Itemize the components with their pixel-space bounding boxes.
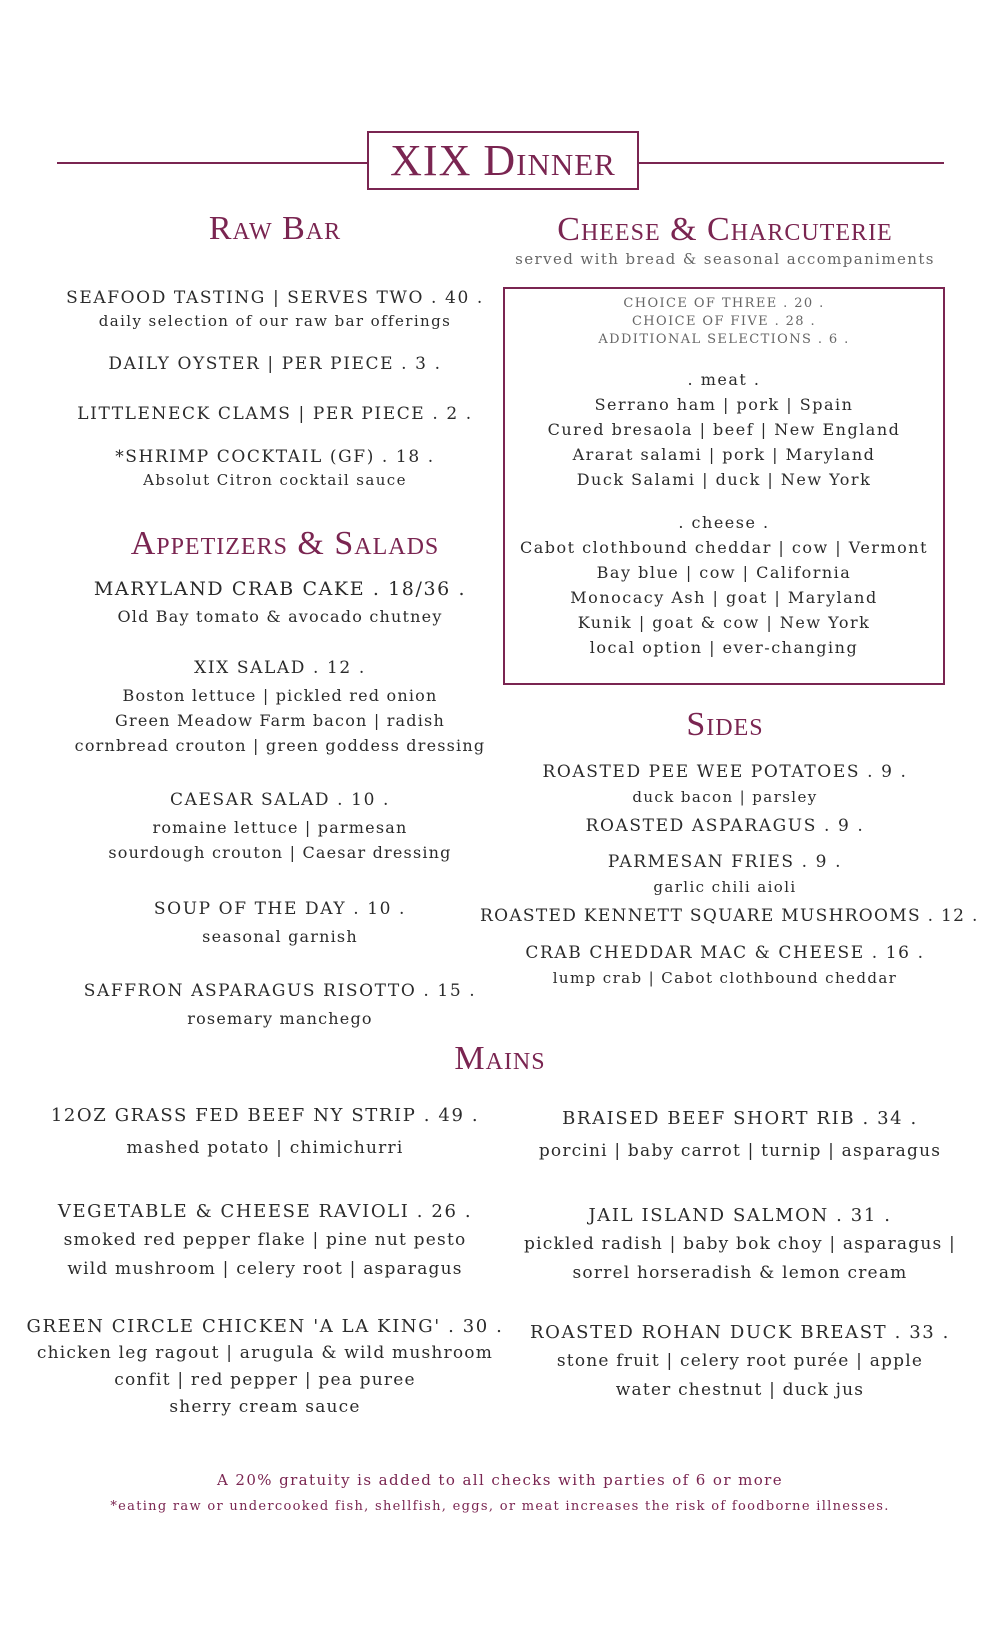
appetizer-item <box>60 576 500 630</box>
meat-item: Ararat salami | pork | Maryland <box>572 445 876 464</box>
raw-food-warning: *eating raw or undercooked fish, shellfish, eggs, or meat increases the risk of foodborne illnesses. <box>110 1499 890 1514</box>
item-desc: daily selection of our raw bar offerings <box>98 312 452 330</box>
item-desc: confit | red pepper | pea puree <box>114 1370 416 1390</box>
meat-item: Cured bresaola | beef | New England <box>547 420 901 439</box>
appetizer-item <box>60 978 500 1032</box>
item-desc: chicken leg ragout | arugula & wild mushroom <box>36 1343 494 1363</box>
raw-bar-heading: Raw Bar <box>208 210 342 247</box>
choice-list <box>505 295 943 349</box>
item-name: ROASTED KENNETT SQUARE MUSHROOMS . 12 . <box>480 906 979 926</box>
item-desc: sourdough crouton | Caesar dressing <box>108 843 452 862</box>
item-desc: pickled radish | baby bok choy | asparagus | <box>524 1234 956 1254</box>
cheese-heading: Cheese & Charcuterie <box>557 211 893 248</box>
main-item <box>30 1197 500 1284</box>
item-desc: cornbread crouton | green goddess dressing <box>74 736 486 755</box>
choice-item: ADDITIONAL SELECTIONS . 6 . <box>598 332 850 347</box>
meat-item: Duck Salami | duck | New York <box>576 470 872 489</box>
title-rule-right <box>639 162 944 164</box>
choice-item: CHOICE OF THREE . 20 . <box>623 296 825 311</box>
item-desc: porcini | baby carrot | turnip | asparagus <box>538 1141 942 1161</box>
title-box <box>367 131 639 190</box>
item-name: GREEN CIRCLE CHICKEN 'A LA KING' . 30 . <box>26 1316 504 1337</box>
item-name: ROASTED ASPARAGUS . 9 . <box>585 816 865 836</box>
cheese-item: Bay blue | cow | California <box>596 563 852 582</box>
cheese-list <box>505 510 943 660</box>
item-desc: water chestnut | duck jus <box>615 1380 865 1400</box>
side-item <box>480 850 970 900</box>
item-desc: seasonal garnish <box>202 927 358 946</box>
appetizer-item <box>60 656 500 758</box>
item-desc: Green Meadow Farm bacon | radish <box>115 711 445 730</box>
mains-heading: Mains <box>454 1040 546 1077</box>
choice-item: CHOICE OF FIVE . 28 . <box>631 314 817 329</box>
item-desc: rosemary manchego <box>187 1009 373 1028</box>
item-name: SOUP OF THE DAY . 10 . <box>153 899 407 919</box>
main-item <box>505 1103 975 1167</box>
item-desc: Old Bay tomato & avocado chutney <box>117 607 443 626</box>
raw-bar-item <box>60 354 490 374</box>
main-item <box>505 1318 975 1405</box>
item-desc: Absolut Citron cocktail sauce <box>143 471 407 489</box>
item-name: CAESAR SALAD . 10 . <box>170 790 390 810</box>
cheese-item: local option | ever-changing <box>589 638 859 657</box>
item-name: ROASTED PEE WEE POTATOES . 9 . <box>542 762 908 782</box>
side-item <box>480 941 970 991</box>
item-name: VEGETABLE & CHEESE RAVIOLI . 26 . <box>57 1201 473 1222</box>
item-desc: sorrel horseradish & lemon cream <box>572 1263 908 1283</box>
item-desc: lump crab | Cabot clothbound cheddar <box>552 969 898 987</box>
item-name: BRAISED BEEF SHORT RIB . 34 . <box>562 1108 918 1129</box>
cheese-box <box>503 287 945 685</box>
cheese-item: Kunik | goat & cow | New York <box>577 613 871 632</box>
item-desc: romaine lettuce | parmesan <box>152 818 408 837</box>
raw-bar-item <box>60 447 490 489</box>
item-desc: stone fruit | celery root purée | apple <box>556 1351 924 1371</box>
item-name: LITTLENECK CLAMS | PER PIECE . 2 . <box>77 404 473 424</box>
item-name: CRAB CHEDDAR MAC & CHEESE . 16 . <box>525 943 925 963</box>
appetizer-item <box>60 788 500 865</box>
item-name: *SHRIMP COCKTAIL (GF) . 18 . <box>115 447 435 467</box>
side-item <box>480 816 970 836</box>
side-item <box>480 760 970 810</box>
main-item <box>505 1201 975 1288</box>
item-name: ROASTED ROHAN DUCK BREAST . 33 . <box>530 1322 950 1343</box>
item-name: PARMESAN FRIES . 9 . <box>607 852 843 872</box>
main-item <box>30 1100 500 1164</box>
item-name: SEAFOOD TASTING | SERVES TWO . 40 . <box>66 288 484 308</box>
raw-bar-item <box>60 288 490 330</box>
side-item <box>480 906 979 926</box>
item-desc: garlic chili aioli <box>653 878 797 896</box>
item-desc: wild mushroom | celery root | asparagus <box>67 1259 463 1279</box>
meat-item: Serrano ham | pork | Spain <box>594 395 854 414</box>
cheese-label: . cheese . <box>678 513 770 532</box>
menu-title: XIX Dinner <box>390 136 616 185</box>
sides-heading: Sides <box>686 706 764 743</box>
title-rule-left <box>57 162 367 164</box>
item-desc: Boston lettuce | pickled red onion <box>122 686 438 705</box>
item-desc: mashed potato | chimichurri <box>126 1138 404 1158</box>
cheese-item: Cabot clothbound cheddar | cow | Vermont <box>520 538 928 557</box>
appetizers-heading: Appetizers & Salads <box>130 525 440 562</box>
meat-label: . meat . <box>687 370 761 389</box>
gratuity-note: A 20% gratuity is added to all checks with parties of 6 or more <box>217 1471 783 1489</box>
item-name: MARYLAND CRAB CAKE . 18/36 . <box>93 578 467 600</box>
meat-list <box>505 367 943 492</box>
main-item <box>25 1313 505 1421</box>
item-desc: smoked red pepper flake | pine nut pesto <box>63 1230 467 1250</box>
item-name: SAFFRON ASPARAGUS RISOTTO . 15 . <box>83 981 477 1001</box>
cheese-item: Monocacy Ash | goat | Maryland <box>570 588 878 607</box>
raw-bar-item <box>60 404 490 424</box>
item-desc: duck bacon | parsley <box>632 788 818 806</box>
appetizer-item <box>60 896 500 950</box>
item-name: XIX SALAD . 12 . <box>194 658 366 678</box>
item-name: 12OZ GRASS FED BEEF NY STRIP . 49 . <box>50 1105 480 1126</box>
item-name: JAIL ISLAND SALMON . 31 . <box>588 1205 892 1226</box>
item-name: DAILY OYSTER | PER PIECE . 3 . <box>108 354 442 374</box>
item-desc: sherry cream sauce <box>169 1397 361 1417</box>
cheese-subheading: served with bread & seasonal accompaniments <box>515 250 935 268</box>
